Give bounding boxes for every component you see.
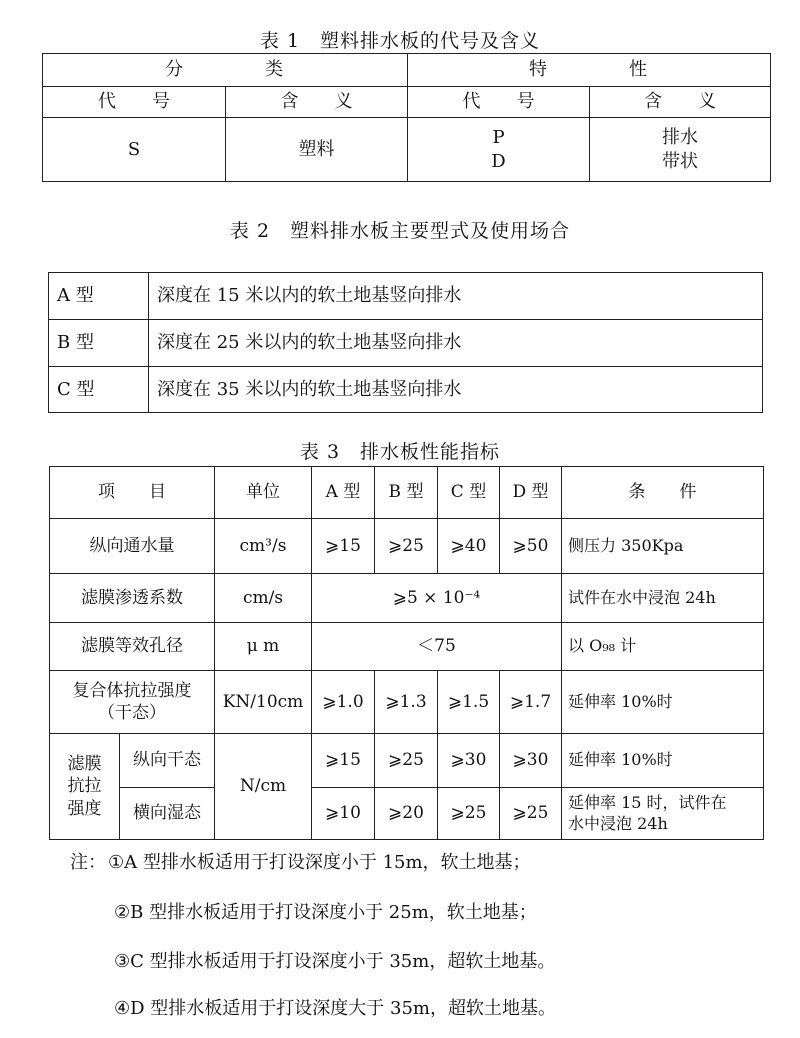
table3-value-cell: ⩾1.0	[312, 671, 375, 734]
table3-subitem-cell: 横向湿态	[120, 788, 215, 840]
table1-header-code: 代 号	[43, 87, 226, 118]
table3-condition-line: 水中浸泡 24h	[568, 813, 668, 833]
table3-header-type-a: A 型	[312, 467, 375, 519]
note-item: ②B 型排水板适用于打设深度小于 25m，软土地基；	[114, 902, 537, 923]
table3-header-type-b: B 型	[375, 467, 438, 519]
table1-cell-line: 排水	[662, 127, 698, 149]
note-item: ③C 型排水板适用于打设深度小于 35m，超软土地基。	[114, 951, 556, 972]
table2-type-cell: C 型	[49, 367, 149, 413]
table1-group-header-feature: 特 性	[408, 54, 771, 87]
table3-value-cell: ⩾5 × 10⁻⁴	[312, 574, 562, 623]
table3-item-cell: 纵向通水量	[50, 519, 215, 574]
table3-condition-cell: 试件在水中浸泡 24h	[562, 574, 764, 623]
table3-unit-cell: KN/10cm	[215, 671, 312, 734]
table3-condition-cell: 以 O₉₈ 计	[562, 623, 764, 671]
table1	[42, 53, 771, 182]
table3-value-cell: ⩾25	[500, 788, 562, 840]
table1-cell	[408, 118, 590, 182]
note-item: ①A 型排水板适用于打设深度小于 15m，软土地基；	[108, 852, 531, 873]
table2-type-cell: A 型	[49, 273, 149, 320]
table3-unit-cell: cm/s	[215, 574, 312, 623]
table1-header-meaning: 含 义	[590, 87, 771, 118]
table3-group-line: 强度	[67, 798, 102, 819]
table3-value-cell: ⩾20	[375, 788, 438, 840]
table3-unit-cell: cm³/s	[215, 519, 312, 574]
table1-cell-line: P	[492, 127, 505, 149]
table3-value-cell: ⩾1.3	[375, 671, 438, 734]
table3-header-type-c: C 型	[438, 467, 500, 519]
table3	[49, 466, 764, 840]
table3-item-cell	[50, 671, 215, 734]
note-item: ④D 型排水板适用于打设深度大于 35m，超软土地基。	[114, 998, 556, 1019]
table3-value-cell: ⩾1.5	[438, 671, 500, 734]
table2	[48, 272, 763, 413]
table3-caption: 表 3 排水板性能指标	[299, 441, 501, 463]
table3-item-line: （干态）	[98, 703, 166, 723]
table3-value-cell: ⩾25	[375, 519, 438, 574]
table3-value-cell: ＜75	[312, 623, 562, 671]
table3-value-cell: ⩾25	[375, 734, 438, 788]
table2-desc-cell: 深度在 35 米以内的软土地基竖向排水	[149, 367, 763, 413]
notes-prefix: 注：	[70, 852, 106, 873]
table3-group-line: 抗拉	[67, 776, 102, 797]
table3-value-cell: ⩾40	[438, 519, 500, 574]
table1-header-code: 代 号	[408, 87, 590, 118]
table2-caption: 表 2 塑料排水板主要型式及使用场合	[229, 220, 571, 242]
table3-condition-cell: 侧压力 350Kpa	[562, 519, 764, 574]
table3-header-condition: 条 件	[562, 467, 764, 519]
table3-condition-cell	[562, 788, 764, 840]
table3-condition-cell: 延伸率 10%时	[562, 671, 764, 734]
table3-condition-cell: 延伸率 10%时	[562, 734, 764, 788]
table3-item-line: 复合体抗拉强度	[72, 680, 192, 701]
table3-item-cell: 滤膜渗透系数	[50, 574, 215, 623]
table3-header-type-d: D 型	[500, 467, 562, 519]
table3-value-cell: ⩾30	[438, 734, 500, 788]
table3-value-cell: ⩾30	[500, 734, 562, 788]
table2-desc-cell: 深度在 15 米以内的软土地基竖向排水	[149, 273, 763, 320]
table3-value-cell: ⩾10	[312, 788, 375, 840]
table3-header-unit: 单位	[215, 467, 312, 519]
table3-subitem-cell: 纵向干态	[120, 734, 215, 788]
table3-value-cell: ⩾1.7	[500, 671, 562, 734]
table3-unit-cell: μ m	[215, 623, 312, 671]
table1-caption: 表 1 塑料排水板的代号及含义	[259, 30, 541, 52]
table3-item-cell: 滤膜等效孔径	[50, 623, 215, 671]
table1-cell: S	[43, 118, 226, 182]
table3-value-cell: ⩾50	[500, 519, 562, 574]
table1-header-meaning: 含 义	[226, 87, 408, 118]
table2-type-cell: B 型	[49, 320, 149, 367]
table3-value-cell: ⩾15	[312, 734, 375, 788]
table3-value-cell: ⩾25	[438, 788, 500, 840]
table3-unit-cell: N/cm	[215, 734, 312, 840]
table1-cell: 塑料	[226, 118, 408, 182]
table1-cell-line: 带状	[662, 150, 698, 172]
table1-group-header-classification: 分 类	[43, 54, 408, 87]
table3-header-item: 项 目	[50, 467, 215, 519]
table3-value-cell: ⩾15	[312, 519, 375, 574]
table3-group-cell	[50, 734, 120, 840]
table1-cell	[590, 118, 771, 182]
table3-group-line: 滤膜	[67, 754, 102, 775]
table3-condition-line: 延伸率 15 时，试件在	[568, 792, 727, 812]
table2-desc-cell: 深度在 25 米以内的软土地基竖向排水	[149, 320, 763, 367]
table1-cell-line: D	[491, 150, 506, 172]
